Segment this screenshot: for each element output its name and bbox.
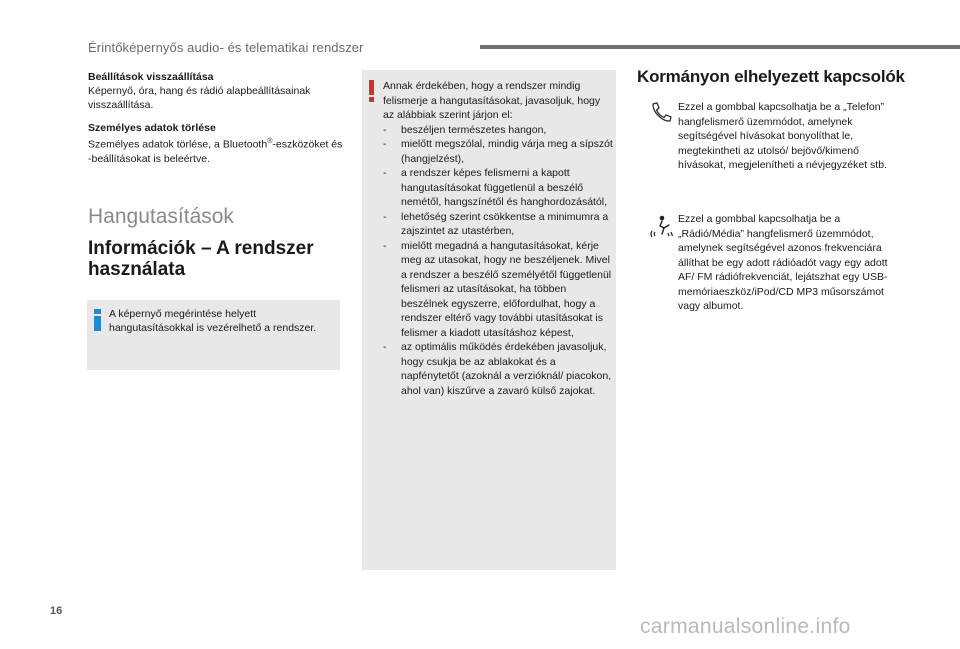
page-number: 16 (50, 605, 63, 617)
registered-mark: ® (267, 138, 273, 145)
warning-icon (368, 80, 376, 102)
phone-control-text: Ezzel a gombbal kapcsolhatja be a „Telefon” hangfelismerő üzemmódot, amelynek segítségével hívásokat bonyolíthat le, megtekintheti az utolsó/ bejövő/kimenő hívásokat, megjelenítheti a névjegyzéket stb. (678, 101, 887, 171)
list-item: - a rendszer képes felismerni a kapott hangutasításokat függetlenül a beszélő nemétől, hangszínétől és hanghordozásától, (383, 167, 608, 208)
voice-command-icon (648, 212, 676, 240)
list-item: - az optimális működés érdekében javasoljuk, hogy csukja be az ablakokat és a napfénytetőt (azoknál a verzióknál/ piacokon, ahol van) kiszűrve a zavaró külső zajokat. (383, 341, 612, 397)
warning-box (362, 70, 616, 570)
info-note-box (87, 300, 340, 370)
list-item: - lehetőség szerint csökkentse a minimumra a zajszintet az utastérben, (383, 210, 609, 237)
info-icon (93, 309, 103, 331)
reset-section-column (88, 70, 343, 166)
list-item: - mielőtt megadná a hangutasításokat, kérje meg az utasokat, hogy ne beszéljenek. Mivel a rendszer a beszélő személyétől függetlenül felismeri az utasításokat, ha többen beszélnek egyszerre, előfordulhat, hogy a rendszer eltérő vagy további utasításokat is felismer a kiadott utasításhoz képest, (383, 239, 612, 339)
phone-icon (648, 100, 676, 128)
list-item: - beszéljen természetes hangon, (383, 123, 547, 136)
warning-intro: Annak érdekében, hogy a rendszer mindig felismerje a hangutasításokat, javasoljuk, hogy az alábbiak szerint járjon el: (383, 80, 601, 121)
reset-heading: Beállítások visszaállítása (88, 71, 214, 83)
chapter-title: Hangutasítások (88, 205, 234, 228)
warning-list (383, 123, 613, 399)
list-item: - mielőtt megszólal, mindig várja meg a sípszót (hangjelzést), (383, 138, 613, 165)
header-bar (480, 45, 960, 49)
personal-data-text: Személyes adatok törlése, a Bluetooth®-eszközöket és -beállításokat is beleértve. (88, 138, 343, 165)
info-note-text: A képernyő megérintése helyett hangutasításokkal is vezérelhető a rendszer. (109, 308, 317, 334)
steering-controls-title: Kormányon elhelyezett kapcsolók (637, 67, 905, 86)
watermark: carmanualsonline.info (640, 615, 851, 638)
voice-control-text: Ezzel a gombbal kapcsolhatja be a „Rádió/Média” hangfelismerő üzemmódot, amelynek segítségével azonos frekvenciára állíthat be egy adott rádióadót vagy egy adott AF/ FM rádiófrekvenciát, lejátszhat egy USB-memóriaeszköz/iPod/CD MP3 műsorszámot vagy albumot. (678, 213, 888, 312)
personal-data-heading: Személyes adatok törlése (88, 122, 216, 134)
warning-content (383, 79, 613, 398)
reset-text: Képernyő, óra, hang és rádió alapbeállításainak visszaállítása. (88, 85, 311, 111)
info-section-title: Információk – A rendszer használata (88, 238, 314, 280)
running-header: Érintőképernyős audio- és telematikai rendszer (88, 40, 364, 55)
